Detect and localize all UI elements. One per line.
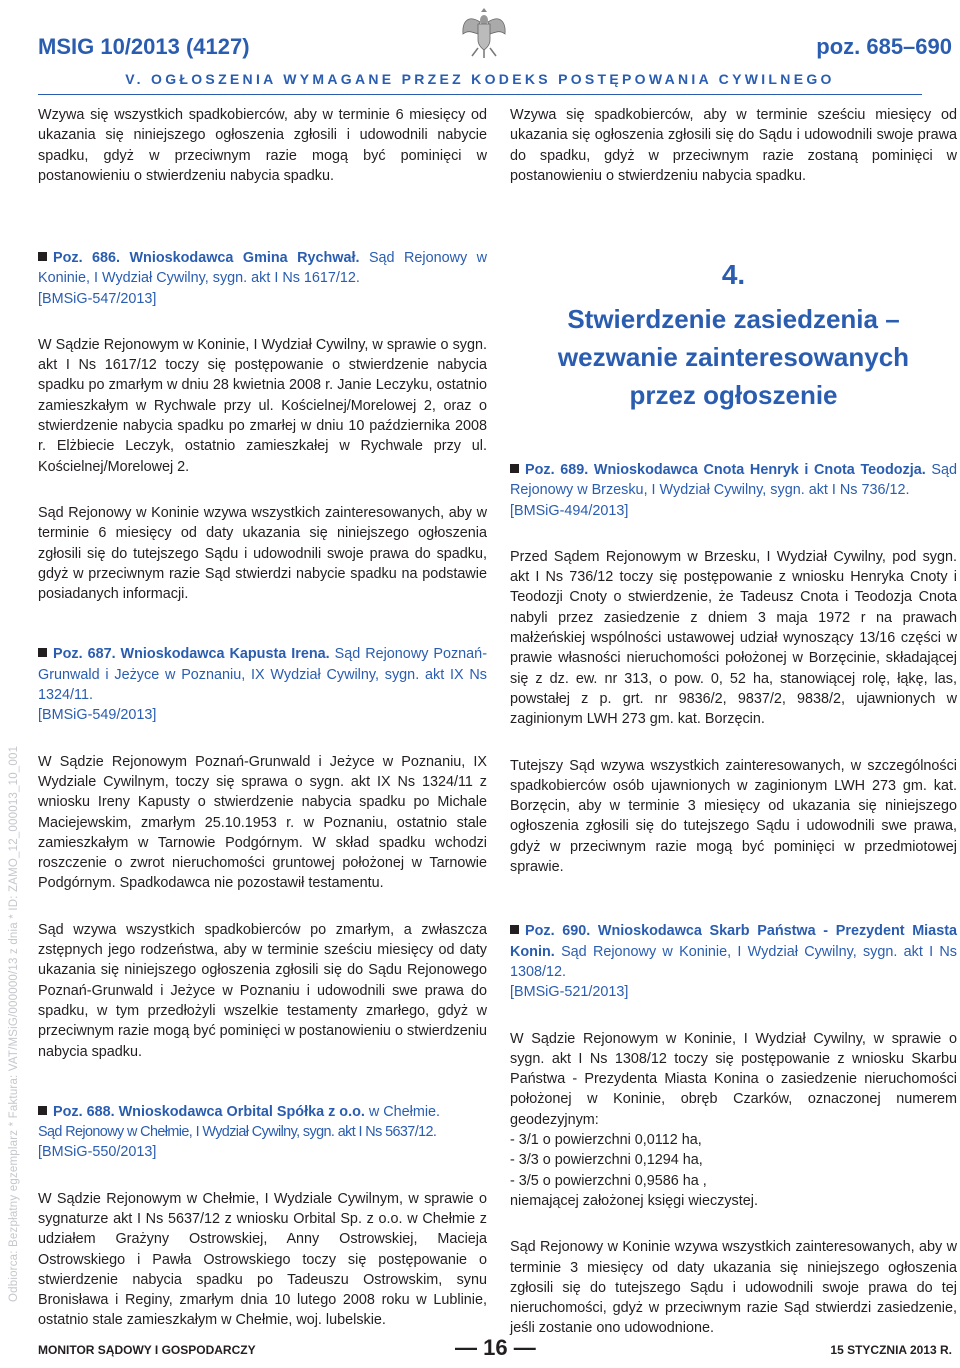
entry-title: Poz. 688. Wnioskodawca Orbital Spółka z o.o.: [53, 1103, 365, 1120]
bullet-square-icon: [38, 252, 47, 261]
entry-body-call: Sąd wzywa wszystkich spadkobierców po zmarłym, a zwłaszcza zstępnych jego rodzeństwa, aby w terminie sześciu miesięcy od daty ukazania się niniejszego ogłoszenia zgłosili się do Sądu Rejonowego Poznań-Grunwald i Jeżyce w Poznaniu i udowodnili swe prawa do spadku, w tym przedłożyli wszelkie testamenty zmarłego, gdyż w przeciwnym razie mogą być pominięci w postanowieniu o stwierdzeniu nabycia spadku.: [38, 921, 487, 1060]
parcel-item: - 3/1 o powierzchni 0,0112 ha,: [510, 1132, 702, 1149]
entry-court: Sąd Rejonowy w Koninie, I Wydział Cywilny, sygn. akt I Ns 1308/12.: [510, 943, 958, 980]
entry-688: [38, 1102, 487, 1331]
top-right-paragraph: Wzywa się spadkobierców, aby w terminie sześciu miesięcy od ukazania się ogłoszenia zgłosili się do Sądu i udowodnili swoje prawa do spadku, gdyż w przeciwnym razie zostaną pominięci w postanowieniu o stwierdzeniu nabycia spadku.: [510, 107, 957, 184]
footer-date: 15 STYCZNIA 2013 R.: [830, 1343, 952, 1357]
eagle-emblem-icon: [460, 4, 508, 60]
top-left-text: [38, 105, 487, 186]
issue-number: MSIG 10/2013 (4127): [38, 34, 250, 59]
entry-body: W Sądzie Rejonowym w Koninie, I Wydział Cywilny, w sprawie o sygn. akt I Ns 1308/12 toczy się postępowanie z wniosku Skarbu Państwa - Prezydenta Miasta Konina o zasiedzenie nieruchomości położonej w Koninie, obręb Czarków, oznaczonej numerem geodezyjnym:: [510, 1030, 957, 1128]
chapter-title-line3: przez ogłoszenie: [629, 380, 838, 410]
entry-body-call: Sąd Rejonowy w Koninie wzywa wszystkich zainteresowanych, aby w terminie 3 miesięcy od daty ukazania się niniejszego ogłoszenia zgłosili się do tutejszego Sądu i udowodnili swoje prawa do tej nieruchomości, gdyż w przeciwnym razie Sąd stwierdzi zasiedzenie, jeśli zostanie ono udowodnione.: [510, 1239, 957, 1337]
entry-court: Sąd Rejonowy w Koninie, I Wydział Cywilny, sygn. akt I Ns 1617/12.: [38, 250, 488, 287]
bullet-square-icon: [38, 648, 47, 657]
bullet-square-icon: [38, 1106, 47, 1115]
header-rule: [38, 94, 922, 95]
left-column: [38, 248, 487, 1331]
entry-690: [510, 921, 957, 1338]
watermark-text: Odbiorca: Bezpłatny egzemplarz * Faktura: VAT/MSiG/000000/13 z dnia * ID: ZAMO_12_000013_10_001: [8, 745, 20, 1302]
entry-ref: [BMSiG-494/2013]: [510, 502, 629, 519]
entry-689: [510, 460, 957, 877]
entry-ref: [BMSiG-549/2013]: [38, 707, 157, 724]
chapter-title-line2: wezwanie zainteresowanych: [557, 342, 910, 372]
entry-title: Poz. 687. Wnioskodawca Kapusta Irena.: [53, 646, 330, 663]
entry-court: Sąd Rejonowy Poznań-Grunwald i Jeżyce w Poznaniu, IX Wydział Cywilny, sygn. akt IX Ns 1324/11.: [38, 646, 487, 704]
position-range: poz. 685–690: [816, 34, 952, 59]
entry-686: [38, 248, 487, 604]
entry-ref: [BMSiG-521/2013]: [510, 984, 629, 1001]
entry-body-call: Sąd Rejonowy w Koninie wzywa wszystkich zainteresowanych, aby w terminie 6 miesięcy od daty ukazania się niniejszego ogłoszenia zgłosili się do tutejszego Sądu i udowodnili swoje prawa do spadku, gdyż w przeciwnym razie Sąd stwierdzi nabycie spadku na podstawie posiadanych informacji.: [38, 504, 487, 603]
chapter-title-line1: Stwierdzenie zasiedzenia –: [567, 304, 900, 334]
top-left-paragraph: Wzywa się wszystkich spadkobierców, aby w terminie 6 miesięcy od ukazania się niniejszego ogłoszenia zgłosili i udowodnili nabycie spadku, gdyż w przeciwnym razie mogą być pominięci w postanowieniu o stwierdzeniu nabycia spadku.: [38, 107, 487, 184]
entry-body: Przed Sądem Rejonowym w Brzesku, I Wydział Cywilny, pod sygn. akt I Ns 736/12 toczy się postępowanie z wniosku Henryka Cnoty i Teodozji Cnoty o stwierdzenie, że Tadeusz Cnota i Teodozja Cnota nabyli przez zasiedzenie z dniem 3 maja 1972 r na prawach małżeńskiej wspólności ustawowej udział wynoszący 13/16 części w prawie własności nieruchomości położonej w Borzęcinie, składającej się z dz. ew. nr 313, o pow. 0, 52 ha, stanowiącej rolę, łąkę, las, powstałej z p. grt. nr 9836/2, 9837/2, 9838/2, ujawnionych w zaginionym LWH 273 gm. kat. Borzęcin.: [510, 548, 957, 728]
page-number: — 16 —: [455, 1335, 536, 1360]
chapter-heading: [510, 256, 957, 414]
footer-publication: MONITOR SĄDOWY I GOSPODARCZY: [38, 1343, 256, 1357]
entry-body: W Sądzie Rejonowym w Koninie, I Wydział Cywilny, w sprawie o sygn. akt I Ns 1617/12 toczy się postępowanie o stwierdzenie nabycia spadku po zmarłym w dniu 28 kwietnia 2008 r. Janie Leczyku, ostatnio zamieszkałym w Rychwale przy ul. Kościelnej/Morelowej 2, oraz o stwierdzenie nabycia spadku po zmarłej w dniu 10 października 2008 r. Elżbiecie Leczyk, ostatnio zamieszkałej w Rychwale przy ul. Kościelnej/Morelowej 2.: [38, 336, 487, 475]
entry-ref: [BMSiG-550/2013]: [38, 1144, 157, 1161]
parcel-item: - 3/5 o powierzchni 0,9586 ha ,: [510, 1172, 707, 1189]
bullet-square-icon: [510, 925, 519, 934]
entry-court: Sąd Rejonowy w Brzesku, I Wydział Cywilny, sygn. akt I Ns 736/12.: [510, 462, 957, 499]
entry-court: Sąd Rejonowy w Chełmie, I Wydział Cywilny, sygn. akt I Ns 5637/12.: [38, 1124, 437, 1141]
entry-title-tail: w Chełmie.: [368, 1103, 441, 1120]
bullet-square-icon: [510, 464, 519, 473]
entry-title: Poz. 690. Wnioskodawca Skarb Państwa - Prezydent Miasta Konin.: [510, 923, 957, 960]
chapter-number: 4.: [721, 259, 746, 290]
entry-title: Poz. 689. Wnioskodawca Cnota Henryk i Cnota Teodozja.: [525, 462, 926, 478]
entry-body-call: Tutejszy Sąd wzywa wszystkich zainteresowanych, w szczególności spadkobierców osób ujawnionych w zaginionym LWH 273 gm. kat. Borzęcin, aby w terminie 3 miesięcy od ukazania się niniejszego ogłoszenia zgłosili się do tutejszego Sądu i udowodnili swe prawa, gdyż w przeciwnym razie mogą być pominięci w przedmiotowej sprawie.: [510, 757, 957, 876]
entry-title: Poz. 686. Wnioskodawca Gmina Rychwał.: [53, 250, 360, 266]
right-column: [510, 460, 957, 1339]
section-title: V. OGŁOSZENIA WYMAGANE PRZEZ KODEKS POSTĘPOWANIA CYWILNEGO: [125, 71, 835, 87]
parcel-item: - 3/3 o powierzchni 0,1294 ha,: [510, 1152, 703, 1169]
entry-687: [38, 644, 487, 1061]
entry-body: W Sądzie Rejonowym w Chełmie, I Wydziale Cywilnym, w sprawie o sygnaturze akt I Ns 5637/12 z wniosku Orbital Sp. z o.o. w Chełmie z udziałem Grażyny Ostrowskiej, Anny Ostrowskiej, Macieja Ostrowskiego i Pawła Ostrowskiego toczy się postępowanie o stwierdzenie nabycia spadku po Tadeuszu Ostrowskim, synu Bronisława i Reginy, zmarłym dnia 10 lutego 2008 roku w Lublinie, ostatnio stale zamieszkałym w Chełmie, woj. lubelskie.: [38, 1190, 487, 1329]
entry-body-tail: niemającej założonej księgi wieczystej.: [510, 1192, 758, 1209]
entry-body: W Sądzie Rejonowym Poznań-Grunwald i Jeżyce w Poznaniu, IX Wydziale Cywilnym, toczy się sprawa o sygn. akt IX Ns 1324/11 z wniosku Ireny Kapusty o stwierdzenie nabycia spadku po Michale Maciejewskim, zmarłym 25.10.1953 r. w Poznaniu, ostatnio stale zamieszkałym w Tarnowie Podgórnym. W skład spadku wchodzi roszczenie o zwrot nieruchomości gruntowej położonej w Tarnowie Podgórnym. Spadkodawca nie pozostawił testamentu.: [38, 753, 487, 892]
entry-ref: [BMSiG-547/2013]: [38, 290, 157, 307]
top-right-text: [510, 105, 957, 186]
